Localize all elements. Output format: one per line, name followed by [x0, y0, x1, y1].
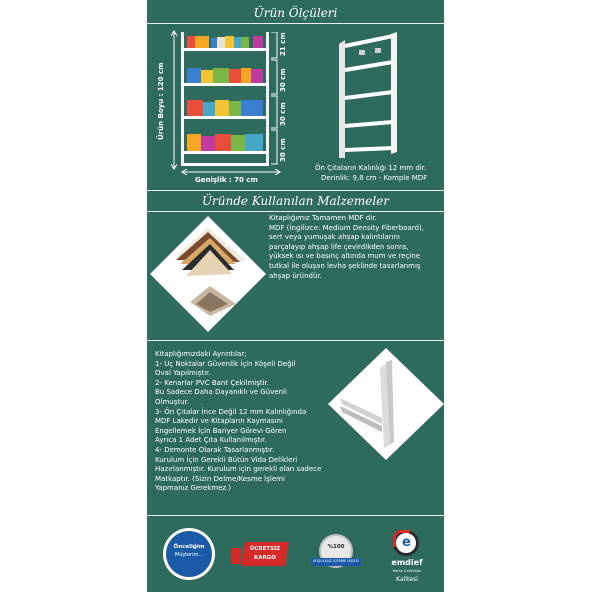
- brand-sub: Home Collection: [392, 569, 422, 573]
- shipping-line1: ÜCRETSİZ: [249, 546, 281, 552]
- quality-line2: KOŞULSUZ İÇERME İADESİ: [313, 559, 359, 563]
- shelf-gap-label-1: 21 cm: [279, 32, 287, 56]
- detail-line: 1- Uç Noktalar Güvenlik İçin Köşeli Değil: [155, 359, 296, 368]
- free-shipping-badge: [231, 542, 289, 568]
- width-label: Genişlik : 70 cm: [195, 176, 258, 184]
- material-line: sert veya yumuşak ahşap kalıntılarını: [269, 233, 400, 242]
- brand-badge: [383, 530, 431, 588]
- mdf-samples-illustration: [150, 216, 266, 336]
- shelf-gap-label-3: 30 cm: [279, 102, 287, 126]
- material-line: MDF (İngilizce: Medium Density Fiberboard),: [269, 223, 424, 232]
- product-info-panel: [147, 0, 444, 592]
- depth-spec: Derinlik: 9,8 cm - Komple MDF: [321, 174, 428, 182]
- height-dimension-line: [171, 30, 177, 170]
- material-line: Kitaplığımız Tamamen MDF dir.: [269, 214, 377, 222]
- badge1-line1: Önceliğim: [173, 544, 205, 550]
- front-slat-spec: Ön Çıtaların Kalınlığı 12 mm dir.: [315, 164, 427, 172]
- brand-name: emdief: [391, 558, 423, 567]
- shipping-box-icon: [231, 548, 241, 564]
- detail-line: 3- Ön Çıtalar İnce Değil 12 mm Kalınlığında: [155, 407, 307, 416]
- product-details: [155, 350, 355, 494]
- detail-line: Bu Sadece Daha Dayanıklı ve Güvenli: [155, 388, 287, 397]
- shelf-gap-label-2: 30 cm: [279, 68, 287, 92]
- height-label: Ürün Boyu : 120 cm: [157, 62, 165, 140]
- shipping-line2: KARGO: [254, 555, 276, 561]
- detail-line: Hazırlanmıştır. Kurulum için gerekli olan sadece: [155, 465, 322, 474]
- detail-line: Engellemek İçin Bariyer Görevi Gören: [155, 426, 287, 435]
- detail-line: Ayrıca 1 Adet Çıta Kullanılmıştır.: [155, 436, 267, 445]
- section-title-materials: Üründe Kullanılan Malzemeler: [147, 190, 444, 212]
- quality-line1: %100: [327, 544, 345, 550]
- bookshelf-empty-illustration: [335, 30, 405, 160]
- brand-logo-icon: e: [393, 530, 419, 556]
- detail-line: Matkaptır. (Sizin Delme/Kesme İşlemi: [155, 474, 285, 483]
- material-description: [269, 214, 439, 281]
- section-divider: [147, 340, 444, 341]
- width-dimension-line: [181, 169, 281, 175]
- detail-line: Kitaplığımızdaki Ayrıntılar;: [155, 350, 247, 358]
- bookshelf-front-illustration: [175, 28, 285, 168]
- detail-line: 4- Demonte Olarak Tasarlanmıştır.: [155, 445, 275, 454]
- detail-line: 2- Kenarlar PVC Bant Çekilmiştir.: [155, 378, 270, 387]
- detail-line: Oval Yapılmıştır.: [155, 369, 211, 378]
- material-line: yüksek ısı ve basınç altında mum ve reçine: [269, 252, 420, 261]
- material-line: ahşap üründür.: [269, 271, 322, 280]
- detail-line: Olmuştur.: [155, 397, 189, 406]
- detail-line: Kurulum İçin Gerekli Bütün Vida Delikleri: [155, 455, 298, 464]
- guarantee-badge: [311, 534, 361, 574]
- section-divider: [147, 515, 444, 516]
- detail-line: MDF Lakedir ve Kitapların Kaymasını: [155, 417, 283, 426]
- brand-quality: Kalitesi: [396, 576, 418, 583]
- detail-line: Yapmanız Gerekmez.): [155, 484, 232, 493]
- shelf-corner-closeup-illustration: [328, 348, 444, 460]
- material-line: parçalayıp ahşap life çevirdikden sonra,: [269, 242, 409, 251]
- shelf-gap-label-4: 30 cm: [279, 138, 287, 162]
- customer-first-badge: [163, 528, 215, 580]
- badge1-line2: Müşterim...: [174, 552, 204, 558]
- section-title-dimensions: Ürün Ölçüleri: [147, 3, 444, 24]
- material-line: tutkal ile oluşan levha şeklinde tasarlanmış: [269, 261, 421, 270]
